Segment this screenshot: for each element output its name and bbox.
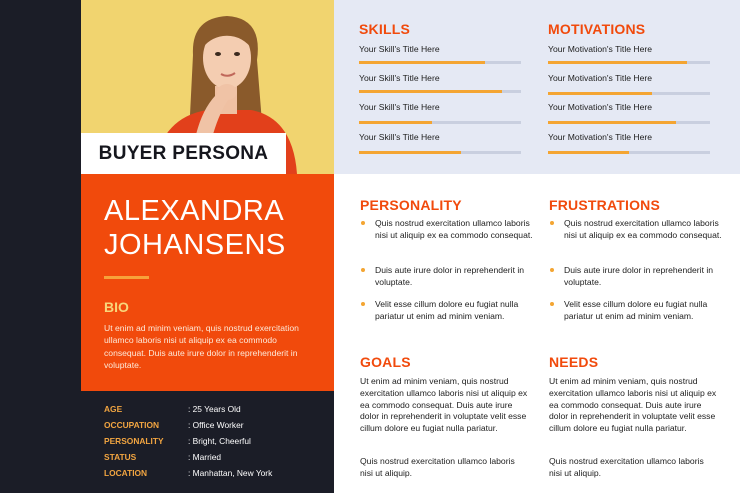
bio-text: Ut enim ad minim veniam, quis nostrud exercitation ullamco laboris nisi ut aliquip ex ea commodo consequat. Duis aute irure dolor in reprehenderit in voluptate.: [104, 323, 299, 370]
personality-title: PERSONALITY: [360, 197, 462, 213]
skill-bar-track: [359, 61, 521, 64]
goals-title: GOALS: [360, 354, 411, 370]
personality-item-text: Quis nostrud exercitation ullamco laboris nisi ut aliquip ex ea commodo consequat.: [375, 218, 533, 240]
skill-label: Your Skill's Title Here: [359, 44, 440, 54]
info-panel: [81, 391, 334, 493]
motivation-bar-track: [548, 92, 710, 95]
persona-name: [104, 194, 286, 262]
motivation-bar-fill: [548, 92, 652, 95]
persona-label: BUYER PERSONA: [81, 133, 286, 174]
personality-item: [375, 265, 535, 289]
skill-bar-track: [359, 121, 521, 124]
needs-title: NEEDS: [549, 354, 599, 370]
skill-label: Your Skill's Title Here: [359, 132, 440, 142]
name-bio-panel: [81, 174, 334, 391]
name-line-1: ALEXANDRA: [104, 195, 285, 227]
info-key: STATUS: [104, 452, 137, 462]
personality-item: [375, 218, 535, 242]
skill-bar-fill: [359, 61, 485, 64]
info-value: : Bright, Cheerful: [188, 436, 251, 446]
info-value: : Office Worker: [188, 420, 244, 430]
skill-bar-fill: [359, 151, 461, 154]
bullet-dot-icon: [361, 268, 365, 272]
needs-paragraph-1: Ut enim ad minim veniam, quis nostrud exercitation ullamco laboris nisi ut aliquip ex ea commodo consequat. Duis aute irure dolor in reprehenderit in voluptate velit esse cillum dolore eu fugiat nulla pariatur.: [549, 376, 717, 434]
motivation-bar-track: [548, 151, 710, 154]
motivation-bar-fill: [548, 121, 676, 124]
info-row-status: [104, 452, 324, 466]
info-key: OCCUPATION: [104, 420, 160, 430]
personality-item-text: Duis aute irure dolor in reprehenderit in voluptate.: [375, 265, 525, 287]
info-key: LOCATION: [104, 468, 148, 478]
info-row-occupation: [104, 420, 324, 434]
name-divider: [104, 276, 149, 279]
info-row-personality: [104, 436, 324, 450]
goals-paragraph-2: Quis nostrud exercitation ullamco laboris nisi ut aliquip.: [360, 456, 515, 478]
skills-title: SKILLS: [359, 21, 410, 37]
frustration-item: [564, 299, 724, 323]
frustration-item-text: Duis aute irure dolor in reprehenderit in voluptate.: [564, 265, 714, 287]
info-value: : Manhattan, New York: [188, 468, 273, 478]
motivation-bar-fill: [548, 61, 687, 64]
motivation-label: Your Motivation's Title Here: [548, 73, 653, 83]
frustration-item: [564, 265, 724, 289]
skill-bar-track: [359, 90, 521, 93]
motivations-title: MOTIVATIONS: [548, 21, 646, 37]
info-key: PERSONALITY: [104, 436, 164, 446]
motivation-label: Your Motivation's Title Here: [548, 44, 653, 54]
skill-bar-fill: [359, 90, 502, 93]
left-dark-strip: [0, 0, 81, 493]
personality-item: [375, 299, 535, 323]
bullet-dot-icon: [550, 302, 554, 306]
motivation-label: Your Motivation's Title Here: [548, 102, 653, 112]
motivation-bar-fill: [548, 151, 629, 154]
info-row-location: [104, 468, 324, 482]
skills-motivations-panel: [334, 0, 740, 174]
personality-item-text: Velit esse cillum dolore eu fugiat nulla pariatur ut enim ad minim veniam.: [375, 299, 519, 321]
frustrations-title: FRUSTRATIONS: [549, 197, 661, 213]
motivation-label: Your Motivation's Title Here: [548, 132, 653, 142]
bullet-dot-icon: [361, 221, 365, 225]
bullet-dot-icon: [550, 268, 554, 272]
info-key: AGE: [104, 404, 123, 414]
frustration-item-text: Quis nostrud exercitation ullamco laboris nisi ut aliquip ex ea commodo consequat.: [564, 218, 722, 240]
bullet-dot-icon: [550, 221, 554, 225]
skill-label: Your Skill's Title Here: [359, 102, 440, 112]
name-line-2: JOHANSENS: [104, 229, 286, 261]
info-value: : 25 Years Old: [188, 404, 241, 414]
bio-title: BIO: [104, 299, 129, 315]
motivation-bar-track: [548, 121, 710, 124]
frustration-item-text: Velit esse cillum dolore eu fugiat nulla pariatur ut enim ad minim veniam.: [564, 299, 708, 321]
skill-bar-track: [359, 151, 521, 154]
motivation-bar-track: [548, 61, 710, 64]
info-row-age: [104, 404, 324, 418]
frustration-item: [564, 218, 724, 242]
bullet-dot-icon: [361, 302, 365, 306]
skill-bar-fill: [359, 121, 432, 124]
needs-paragraph-2: Quis nostrud exercitation ullamco laboris nisi ut aliquip.: [549, 456, 704, 478]
info-value: : Married: [188, 452, 222, 462]
skill-label: Your Skill's Title Here: [359, 73, 440, 83]
goals-paragraph-1: Ut enim ad minim veniam, quis nostrud exercitation ullamco laboris nisi ut aliquip ex ea commodo consequat. Duis aute irure dolor in reprehenderit in voluptate velit esse cillum dolore eu fugiat nulla pariatur.: [360, 376, 528, 434]
